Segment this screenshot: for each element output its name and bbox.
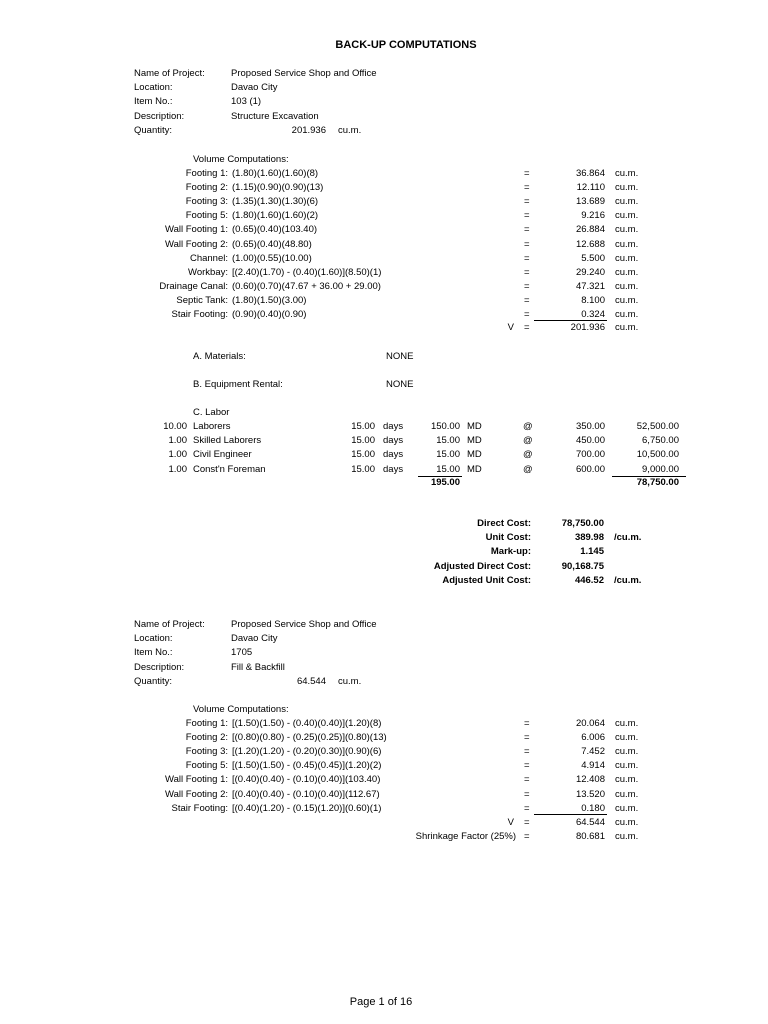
volume-header: Volume Computations: xyxy=(193,154,289,165)
subtotal-line xyxy=(534,814,607,815)
volume-label: Wall Footing 1: xyxy=(164,774,228,786)
labor-md: 15.00 xyxy=(436,435,460,447)
summary-value: 1.145 xyxy=(580,546,604,558)
equals-sign: = xyxy=(524,760,530,772)
labor-md-unit: MD xyxy=(467,435,482,447)
volume-label: Footing 5: xyxy=(185,210,228,222)
total-label: V xyxy=(507,322,514,333)
summary-unit: /cu.m. xyxy=(614,532,642,544)
volume-value: 7.452 xyxy=(581,746,605,758)
summary-label: Unit Cost: xyxy=(485,532,531,544)
total-unit: cu.m. xyxy=(615,322,639,333)
total-value: 64.544 xyxy=(575,817,605,828)
page-number: Page 1 of 16 xyxy=(349,996,413,1008)
info-label: Description: xyxy=(134,110,185,122)
volume-formula: (1.80)(1.50)(3.00) xyxy=(232,294,307,306)
equals-sign: = xyxy=(524,732,530,744)
volume-unit: cu.m. xyxy=(615,224,639,236)
materials-value: NONE xyxy=(386,351,414,362)
volume-unit: cu.m. xyxy=(615,309,639,320)
volume-label: Septic Tank: xyxy=(176,294,228,306)
shrinkage-unit: cu.m. xyxy=(615,831,639,842)
volume-label: Footing 2: xyxy=(185,732,228,744)
at-sign: @ xyxy=(523,463,533,475)
volume-unit: cu.m. xyxy=(615,802,639,814)
volume-formula: (1.15)(0.90)(0.90)(13) xyxy=(232,182,324,194)
labor-md-total: 195.00 xyxy=(430,477,460,488)
volume-unit: cu.m. xyxy=(615,210,639,222)
volume-unit: cu.m. xyxy=(615,788,639,800)
volume-label: Wall Footing 2: xyxy=(164,788,228,800)
summary-value: 78,750.00 xyxy=(561,518,604,529)
equals-sign: = xyxy=(524,168,530,179)
equals-sign: = xyxy=(524,238,530,250)
equipment-value: NONE xyxy=(386,379,414,390)
labor-days-unit: days xyxy=(383,421,404,432)
volume-label: Footing 5: xyxy=(185,760,228,772)
labor-name: Const'n Foreman xyxy=(193,463,266,475)
summary-unit: /cu.m. xyxy=(614,574,642,586)
labor-qty: 1.00 xyxy=(168,435,187,447)
volume-value: 4.914 xyxy=(581,760,605,772)
labor-md-unit: MD xyxy=(467,421,482,432)
labor-rate: 450.00 xyxy=(575,435,605,447)
volume-label: Workbay: xyxy=(188,266,228,278)
volume-formula: [(0.40)(0.40) - (0.10)(0.40)](103.40) xyxy=(232,774,381,786)
labor-amount: 9,000.00 xyxy=(642,463,679,475)
equals-sign: = xyxy=(524,309,530,320)
shrinkage-value: 80.681 xyxy=(575,831,605,842)
volume-unit: cu.m. xyxy=(615,760,639,772)
summary-value: 90,168.75 xyxy=(561,560,604,572)
labor-md-unit: MD xyxy=(467,463,482,475)
volume-formula: [(1.20)(1.20) - (0.20)(0.30)](0.90)(6) xyxy=(232,746,382,758)
total-value: 201.936 xyxy=(570,322,605,333)
labor-days: 15.00 xyxy=(351,435,375,447)
volume-value: 29.240 xyxy=(575,266,605,278)
volume-unit: cu.m. xyxy=(615,294,639,306)
labor-amount: 10,500.00 xyxy=(636,449,679,461)
volume-value: 6.006 xyxy=(581,732,605,744)
volume-label: Drainage Canal: xyxy=(159,280,228,292)
volume-formula: [(0.40)(1.20) - (0.15)(1.20)](0.60)(1) xyxy=(232,802,382,814)
volume-value: 20.064 xyxy=(575,718,605,729)
labor-qty: 10.00 xyxy=(163,421,187,432)
volume-unit: cu.m. xyxy=(615,280,639,292)
info-value: Fill & Backfill xyxy=(231,661,285,673)
volume-label: Footing 2: xyxy=(185,182,228,194)
volume-value: 5.500 xyxy=(581,252,605,264)
equals-sign: = xyxy=(524,182,530,194)
volume-unit: cu.m. xyxy=(615,168,639,179)
total-unit: cu.m. xyxy=(615,817,639,828)
info-label: Description: xyxy=(134,661,185,673)
volume-label: Channel: xyxy=(189,252,228,264)
volume-unit: cu.m. xyxy=(615,182,639,194)
equals-sign: = xyxy=(524,746,530,758)
labor-days-unit: days xyxy=(383,449,404,461)
volume-value: 12.408 xyxy=(575,774,605,786)
volume-label: Stair Footing: xyxy=(171,309,228,320)
volume-unit: cu.m. xyxy=(615,732,639,744)
volume-formula: (1.80)(1.60)(1.60)(8) xyxy=(232,168,319,179)
volume-formula: [(1.50)(1.50) - (0.40)(0.40)](1.20)(8) xyxy=(232,718,382,729)
labor-md: 15.00 xyxy=(436,449,460,461)
summary-label: Adjusted Unit Cost: xyxy=(442,574,531,586)
equals-sign: = xyxy=(524,280,530,292)
equipment-label: B. Equipment Rental: xyxy=(193,379,283,390)
volume-value: 13.520 xyxy=(575,788,605,800)
labor-name: Civil Engineer xyxy=(193,449,252,461)
volume-label: Footing 3: xyxy=(185,196,228,208)
volume-formula: (1.80)(1.60)(1.60)(2) xyxy=(232,210,319,222)
info-label: Name of Project: xyxy=(134,68,205,79)
labor-amount: 6,750.00 xyxy=(642,435,679,447)
labor-days: 15.00 xyxy=(351,463,375,475)
at-sign: @ xyxy=(523,421,533,432)
volume-value: 26.884 xyxy=(575,224,605,236)
equals-sign: = xyxy=(524,224,530,236)
volume-value: 12.110 xyxy=(576,182,605,194)
quantity-label: Quantity: xyxy=(134,676,173,687)
labor-rate: 600.00 xyxy=(575,463,605,475)
summary-label: Mark-up: xyxy=(490,546,531,558)
info-value: Structure Excavation xyxy=(231,110,319,122)
volume-formula: [(2.40)(1.70) - (0.40)(1.60)](8.50)(1) xyxy=(232,266,382,278)
summary-label: Adjusted Direct Cost: xyxy=(433,560,531,572)
equals-sign: = xyxy=(524,802,530,814)
volume-unit: cu.m. xyxy=(615,774,639,786)
info-value: Proposed Service Shop and Office xyxy=(231,68,377,79)
labor-days-unit: days xyxy=(383,463,404,475)
quantity-value: 201.936 xyxy=(291,125,326,136)
subtotal-line xyxy=(534,320,607,321)
volume-value: 13.689 xyxy=(575,196,605,208)
volume-formula: (0.65)(0.40)(48.80) xyxy=(232,238,312,250)
labor-days-unit: days xyxy=(383,435,404,447)
volume-formula: (0.60)(0.70)(47.67 + 36.00 + 29.00) xyxy=(232,280,381,292)
equals-sign: = xyxy=(524,252,530,264)
info-value: Proposed Service Shop and Office xyxy=(231,619,377,630)
info-value: 1705 xyxy=(231,647,253,659)
volume-label: Footing 1: xyxy=(185,168,228,179)
labor-md: 150.00 xyxy=(430,421,460,432)
at-sign: @ xyxy=(523,435,533,447)
labor-name: Skilled Laborers xyxy=(193,435,262,447)
info-label: Location: xyxy=(134,633,173,645)
equals-sign: = xyxy=(524,266,530,278)
summary-value: 389.98 xyxy=(574,532,604,544)
volume-value: 36.864 xyxy=(575,168,605,179)
equals-sign: = xyxy=(524,294,530,306)
total-label: V xyxy=(507,817,514,828)
labor-rate: 350.00 xyxy=(575,421,605,432)
volume-value: 47.321 xyxy=(575,280,605,292)
volume-formula: (0.90)(0.40)(0.90) xyxy=(232,309,307,320)
volume-label: Footing 1: xyxy=(185,718,228,729)
volume-unit: cu.m. xyxy=(615,238,639,250)
equals-sign: = xyxy=(524,210,530,222)
equals-sign: = xyxy=(524,831,530,842)
volume-value: 9.216 xyxy=(581,210,605,222)
volume-unit: cu.m. xyxy=(615,252,639,264)
equals-sign: = xyxy=(524,817,530,828)
equals-sign: = xyxy=(524,718,530,729)
volume-header: Volume Computations: xyxy=(193,704,289,715)
volume-value: 0.324 xyxy=(581,309,605,320)
info-label: Item No.: xyxy=(134,96,173,108)
summary-value: 446.52 xyxy=(574,574,604,586)
volume-value: 12.688 xyxy=(575,238,605,250)
labor-days: 15.00 xyxy=(351,449,375,461)
info-value: Davao City xyxy=(231,633,278,645)
summary-label: Direct Cost: xyxy=(477,518,531,529)
equals-sign: = xyxy=(524,322,530,333)
volume-label: Wall Footing 2: xyxy=(164,238,228,250)
info-value: 103 (1) xyxy=(231,96,262,108)
volume-value: 8.100 xyxy=(581,294,605,306)
labor-qty: 1.00 xyxy=(168,463,187,475)
equals-sign: = xyxy=(524,788,530,800)
volume-formula: [(0.40)(0.40) - (0.10)(0.40)](112.67) xyxy=(232,788,380,800)
equals-sign: = xyxy=(524,196,530,208)
volume-formula: (0.65)(0.40)(103.40) xyxy=(232,224,318,236)
equals-sign: = xyxy=(524,774,530,786)
volume-formula: (1.00)(0.55)(10.00) xyxy=(232,252,312,264)
materials-label: A. Materials: xyxy=(193,351,246,362)
labor-rate: 700.00 xyxy=(575,449,605,461)
labor-amount-total: 78,750.00 xyxy=(636,477,679,488)
volume-label: Footing 3: xyxy=(185,746,228,758)
volume-unit: cu.m. xyxy=(615,266,639,278)
info-label: Item No.: xyxy=(134,647,173,659)
volume-formula: [(0.80)(0.80) - (0.25)(0.25)](0.80)(13) xyxy=(232,732,387,744)
volume-formula: (1.35)(1.30)(1.30)(6) xyxy=(232,196,319,208)
labor-label: C. Labor xyxy=(193,407,230,418)
labor-name: Laborers xyxy=(193,421,231,432)
volume-unit: cu.m. xyxy=(615,196,639,208)
volume-value: 0.180 xyxy=(581,802,605,814)
labor-amount: 52,500.00 xyxy=(636,421,679,432)
info-label: Name of Project: xyxy=(134,619,205,630)
quantity-unit: cu.m. xyxy=(338,125,362,136)
page-title: BACK-UP COMPUTATIONS xyxy=(335,39,477,51)
volume-unit: cu.m. xyxy=(615,718,639,729)
volume-unit: cu.m. xyxy=(615,746,639,758)
volume-label: Wall Footing 1: xyxy=(164,224,228,236)
quantity-unit: cu.m. xyxy=(338,676,362,687)
info-value: Davao City xyxy=(231,82,278,94)
shrinkage-label: Shrinkage Factor (25%) xyxy=(415,831,516,842)
labor-md-unit: MD xyxy=(467,449,482,461)
volume-formula: [(1.50)(1.50) - (0.45)(0.45)](1.20)(2) xyxy=(232,760,382,772)
labor-md: 15.00 xyxy=(436,463,460,475)
labor-qty: 1.00 xyxy=(168,449,187,461)
quantity-value: 64.544 xyxy=(296,676,326,687)
info-label: Location: xyxy=(134,82,173,94)
labor-days: 15.00 xyxy=(351,421,375,432)
at-sign: @ xyxy=(523,449,533,461)
volume-label: Stair Footing: xyxy=(171,802,228,814)
quantity-label: Quantity: xyxy=(134,125,173,136)
